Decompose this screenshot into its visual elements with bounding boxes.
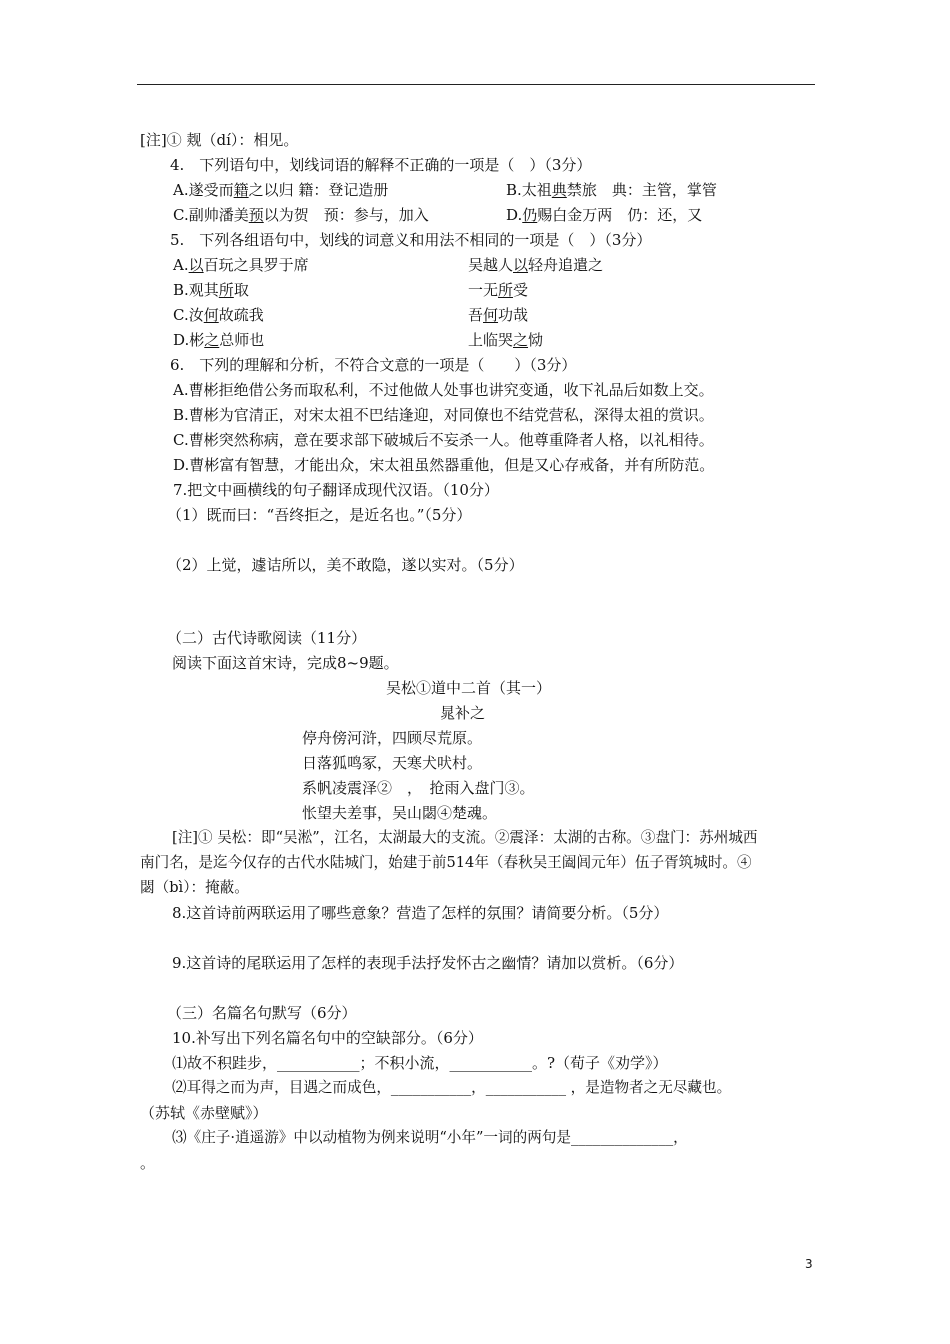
q10-line-3-end: 。 [140,1154,156,1172]
poem-line: 停舟傍河浒，四顾尽荒原。 [302,729,483,747]
section-3-title: （三）名篇名句默写（6分） [167,1004,357,1022]
header-rule [137,84,815,85]
q5-b-right: 一无所受 [468,281,529,299]
q7-sentence-2: （2）上觉，遽诘所以，美不敢隐，遂以实对。（5分） [167,556,524,574]
poem-note: 南门名，是迄今仅存的古代水陆城门，始建于前514年（春秋吴王阖闾元年）伍子胥筑城时。④ [140,854,752,871]
q5-stem: 5. 下列各组语句中，划线的词意义和用法不相同的一项是（ ）（3分） [170,231,652,249]
poem-line: 日落狐鸣冢，天寒犬吠村。 [302,754,483,772]
q5-c-right: 吾何功哉 [468,306,529,324]
note-1: [注]① 觌（dí）：相见。 [140,131,299,149]
q10-line-2-source: （苏轼《赤壁赋》） [140,1104,268,1122]
q6-option-d: D.曹彬富有智慧，才能出众，宋太祖虽然器重他，但是又心存戒备，并有所防范。 [173,456,715,474]
poem-note: [注]① 吴松：即“吴淞”，江名，太湖最大的支流。②震泽：太湖的古称。③盘门：苏州城西 [172,829,758,846]
q6-option-c: C.曹彬突然称病，意在要求部下破城后不妄杀一人。他尊重降者人格，以礼相待。 [173,431,714,449]
q5-c-left: C.汝何故疏我 [173,306,264,324]
q4-option-a: A.遂受而籍之以归 籍：登记造册 [173,181,389,199]
poem-note: 閟（bì）：掩蔽。 [140,879,249,896]
poem-title: 吴松①道中二首（其一） [386,679,552,697]
poem-line: 系帆凌震泽② ， 抢雨入盘门③。 [302,779,535,797]
q10-stem: 10.补写出下列名篇名句中的空缺部分。（6分） [172,1029,483,1047]
q4-option-c: C.副帅潘美预以为贺 预：参与，加入 [173,206,429,224]
q5-a-left: A.以百玩之具罗于席 [173,256,309,274]
q5-b-left: B.观其所取 [173,281,249,299]
q6-option-b: B.曹彬为官清正，对宋太祖不巴结逢迎，对同僚也不结党营私，深得太祖的赏识。 [173,406,714,424]
q7-stem: 7.把文中画横线的句子翻译成现代汉语。（10分） [173,481,499,499]
q6-stem: 6. 下列的理解和分析，不符合文意的一项是（ ）（3分） [170,356,577,374]
q5-d-right: 上临哭之恸 [468,331,544,349]
q5-a-right: 吴越人以轻舟追遣之 [468,256,604,274]
q4-option-b: B.太祖典禁旅 典：主管，掌管 [506,181,717,199]
section-2-title: （二）古代诗歌阅读（11分） [167,629,367,647]
q5-d-left: D.彬之总师也 [173,331,265,349]
poem-line: 怅望夫差事，吴山閟④楚魂。 [302,804,498,822]
q6-option-a: A.曹彬拒绝借公务而取私利，不过他做人处事也讲究变通，收下礼品后如数上交。 [173,381,714,399]
q8: 8.这首诗前两联运用了哪些意象？营造了怎样的氛围？请简要分析。（5分） [172,904,669,922]
q4-option-d: D.仍赐白金万两 仍：还，又 [506,206,703,224]
section-2-intro: 阅读下面这首宋诗，完成8~9题。 [172,654,399,672]
q7-sentence-1: （1）既而曰：“吾终拒之，是近名也。”（5分） [167,506,472,524]
poem-author: 晁补之 [440,704,486,722]
q4-stem: 4. 下列语句中，划线词语的解释不正确的一项是（ ）（3分） [170,156,592,174]
q10-line-1: ⑴故不积跬步，___________；不积小流，___________。?（荀子《劝学》） [172,1054,668,1072]
page-number: 3 [805,1257,813,1271]
q10-line-3: ⑶《庄子·逍遥游》中以动植物为例来说明“小年”一词的两句是______________， [172,1129,688,1146]
q10-line-2: ⑵耳得之而为声，目遇之而成色，___________，___________ ，是造物者之无尽藏也。 [172,1079,732,1096]
q9: 9.这首诗的尾联运用了怎样的表现手法抒发怀古之幽情？请加以赏析。（6分） [172,954,684,972]
